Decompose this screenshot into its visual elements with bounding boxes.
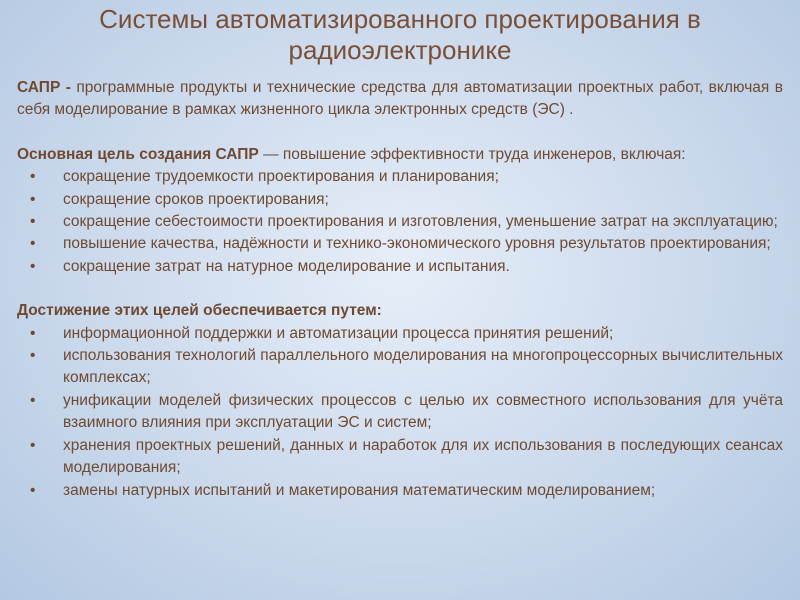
list-item: • сокращение себестоимости проектирования и изготовления, уменьшение затрат на эксплуатацию;	[17, 211, 783, 233]
definition-text: программные продукты и технические средства для автоматизации проектных работ, включая в себя моделирование в рамках жизненного цикла электронных средств (ЭС) .	[17, 79, 784, 119]
achievement-heading: Достижение этих целей обеспечивается путем:	[17, 302, 382, 320]
title-line-1: Системы автоматизированного проектирования в	[99, 4, 701, 34]
goal-text: — повышение эффективности труда инженеров, включая:	[258, 145, 686, 163]
achievement-list	[17, 323, 783, 502]
list-item: • унификации моделей физических процессов с целью их совместного использования для учёта взаимного влияния при эксплуатации ЭС и систем;	[17, 390, 783, 435]
list-item: • использования технологий параллельного моделирования на многопроцессорных вычислительных комплексах;	[17, 345, 783, 390]
title-line-2: радиоэлектронике	[288, 35, 512, 65]
goal-heading: Основная цель создания САПР	[17, 145, 259, 163]
list-item: • сокращение трудоемкости проектирования и планирования;	[17, 166, 783, 188]
goal-paragraph	[17, 144, 783, 166]
list-item: • сокращение сроков проектирования;	[17, 189, 783, 211]
list-item: • сокращение затрат на натурное моделирование и испытания.	[17, 256, 783, 278]
achievement-heading-paragraph	[17, 300, 783, 322]
page-title	[0, 4, 800, 66]
list-item: • замены натурных испытаний и макетирования математическим моделированием;	[17, 480, 783, 502]
goal-list	[17, 166, 783, 278]
slide-content	[17, 77, 783, 502]
list-item: • повышение качества, надёжности и технико-экономического уровня результатов проектирования;	[17, 233, 783, 255]
definition-paragraph	[17, 77, 783, 122]
list-item: • хранения проектных решений, данных и наработок для их использования в последующих сеансах моделирования;	[17, 435, 783, 480]
definition-term: САПР -	[17, 79, 71, 96]
list-item: • информационной поддержки и автоматизации процесса принятия решений;	[17, 323, 783, 345]
